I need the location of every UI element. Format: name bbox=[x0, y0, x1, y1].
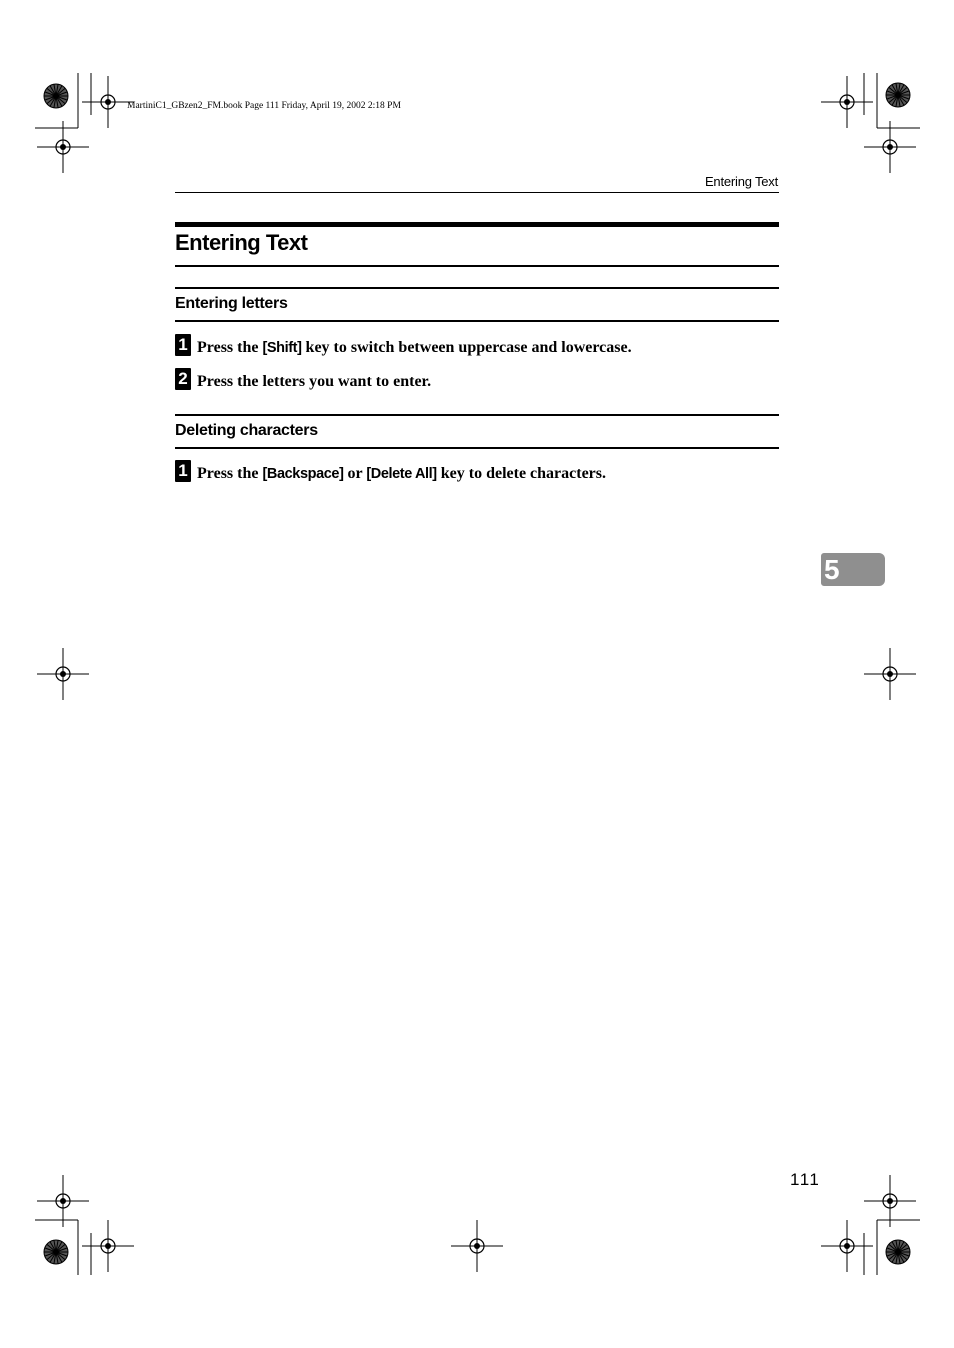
registration-dot bbox=[887, 671, 893, 677]
section-bottom-rule bbox=[175, 447, 779, 449]
header-rule bbox=[175, 192, 779, 193]
section-title-entering-letters: Entering letters bbox=[175, 295, 288, 312]
step-text: Press the [Backspace] or [Delete All] key to delete characters. bbox=[197, 465, 606, 482]
step-number-badge: 1 bbox=[175, 334, 191, 356]
registration-dot bbox=[844, 99, 850, 105]
registration-dot bbox=[474, 1243, 480, 1249]
registration-dot bbox=[60, 144, 66, 150]
step-text: Press the [Shift] key to switch between uppercase and lowercase. bbox=[197, 339, 632, 356]
chapter-top-rule bbox=[175, 222, 779, 227]
section-bottom-rule bbox=[175, 320, 779, 322]
registration-dot bbox=[887, 144, 893, 150]
step-number-badge: 2 bbox=[175, 368, 191, 390]
section-title-deleting-characters: Deleting characters bbox=[175, 422, 318, 439]
registration-dot bbox=[105, 99, 111, 105]
chapter-tab bbox=[821, 553, 885, 586]
step-shift-key bbox=[175, 334, 632, 359]
delete-all-key-label: [Delete All] bbox=[366, 466, 437, 482]
step-delete-characters bbox=[175, 460, 606, 485]
chapter-bottom-rule bbox=[175, 265, 779, 267]
registration-dot bbox=[105, 1243, 111, 1249]
page-number: 111 bbox=[790, 1170, 821, 1189]
backspace-key-label: [Backspace] bbox=[262, 466, 344, 482]
step-enter-letters bbox=[175, 368, 431, 393]
registration-dot bbox=[887, 1198, 893, 1204]
registration-dot bbox=[60, 1198, 66, 1204]
print-file-info: MartiniC1_GBzen2_FM.book Page 111 Friday, April 19, 2002 2:18 PM bbox=[127, 101, 401, 111]
registration-dot bbox=[60, 671, 66, 677]
chapter-title: Entering Text bbox=[175, 230, 308, 255]
registration-dot bbox=[844, 1243, 850, 1249]
section-top-rule bbox=[175, 287, 779, 289]
section-top-rule bbox=[175, 414, 779, 416]
step-text: Press the letters you want to enter. bbox=[197, 373, 432, 390]
shift-key-label: [Shift] bbox=[262, 340, 302, 356]
chapter-tab-number: 5 bbox=[824, 554, 840, 585]
running-header: Entering Text bbox=[704, 174, 778, 189]
step-number-badge: 1 bbox=[175, 460, 191, 482]
